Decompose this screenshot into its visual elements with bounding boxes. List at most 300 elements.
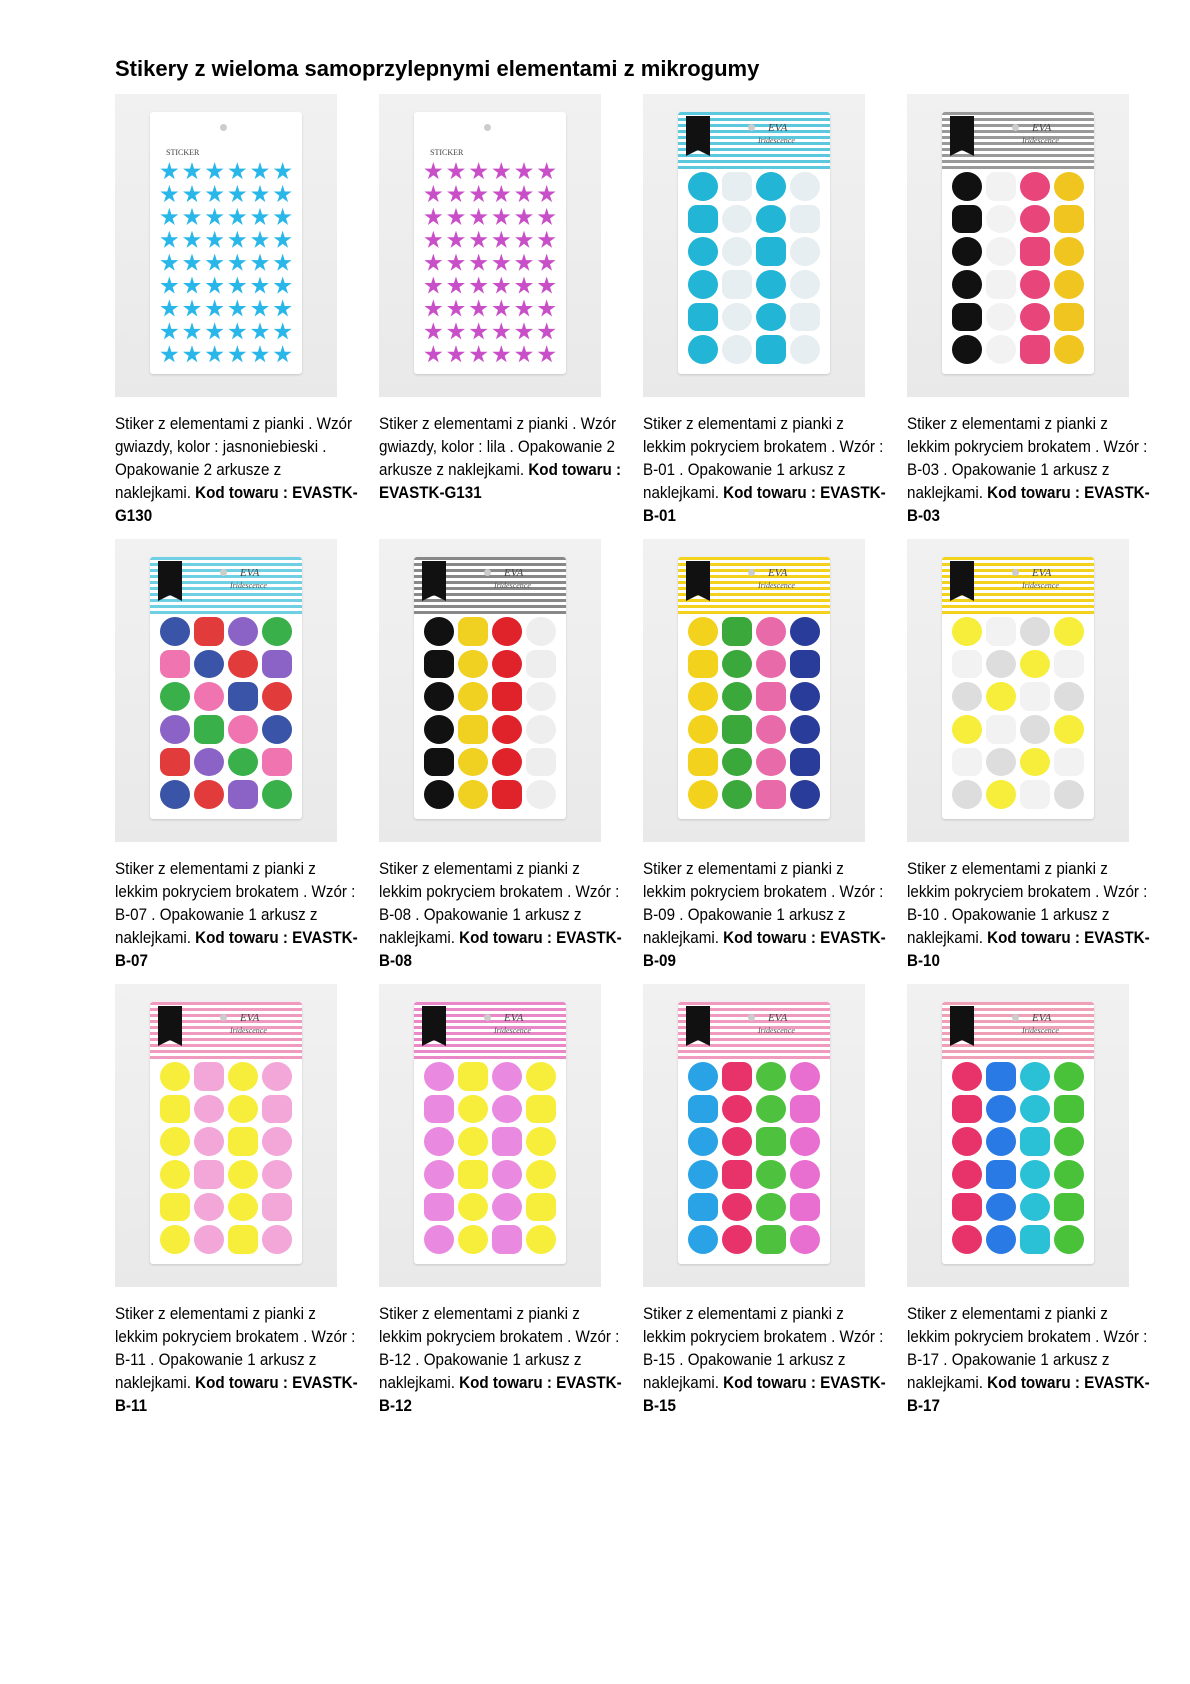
sticker-element bbox=[688, 1062, 718, 1091]
sticker-element bbox=[952, 205, 982, 234]
sticker-element bbox=[262, 650, 292, 679]
sticker-element bbox=[952, 335, 982, 364]
sticker-element bbox=[492, 231, 511, 250]
sticker-element bbox=[688, 1160, 718, 1189]
sticker-element bbox=[458, 1095, 488, 1124]
description-text: Stiker z elementami z pianki z lekkim pokryciem brokatem . Wzór : B-17 . Opakowanie 1 arkusz z naklejkami. bbox=[907, 1305, 1148, 1392]
product-description bbox=[115, 413, 359, 528]
description-text: Stiker z elementami z pianki z lekkim pokryciem brokatem . Wzór : B-01 . Opakowanie 1 arkusz z naklejkami. bbox=[643, 415, 884, 502]
description-text: Stiker z elementami z pianki . Wzór gwiazdy, kolor : lila . Opakowanie 2 arkusze z naklejkami. bbox=[379, 415, 617, 479]
sticker-element bbox=[424, 780, 454, 809]
sticker-element bbox=[986, 237, 1016, 266]
sticker-element bbox=[722, 1193, 752, 1222]
sticker-element bbox=[688, 1095, 718, 1124]
sticker-element bbox=[756, 1062, 786, 1091]
sticker-element bbox=[273, 231, 292, 250]
sticker-element bbox=[986, 1193, 1016, 1222]
hang-hole bbox=[1012, 1014, 1019, 1021]
sticker-element bbox=[722, 650, 752, 679]
sticker-element bbox=[986, 1095, 1016, 1124]
sticker-element bbox=[986, 1127, 1016, 1156]
sticker-element bbox=[424, 1062, 454, 1091]
sticker-elements bbox=[160, 1062, 292, 1254]
sticker-element bbox=[205, 276, 224, 295]
sticker-element bbox=[722, 237, 752, 266]
sticker-element bbox=[790, 303, 820, 332]
sticker-element bbox=[1020, 172, 1050, 201]
sticker-element bbox=[1054, 780, 1084, 809]
product-code: Kod towaru : EVASTK-B-09 bbox=[643, 929, 886, 970]
sticker-element bbox=[790, 1062, 820, 1091]
sticker-element bbox=[183, 208, 202, 227]
sticker-element bbox=[458, 1225, 488, 1254]
sticker-element bbox=[790, 205, 820, 234]
sticker-element bbox=[251, 345, 270, 364]
sticker-element bbox=[515, 208, 534, 227]
sticker-element bbox=[251, 299, 270, 318]
pack-header bbox=[678, 1002, 830, 1060]
product-photo bbox=[379, 539, 601, 842]
pack-brand-label: EVA bbox=[240, 1012, 260, 1024]
sticker-element bbox=[1054, 270, 1084, 299]
sticker-element bbox=[688, 748, 718, 777]
product-photo bbox=[907, 94, 1129, 397]
sticker-element bbox=[424, 1127, 454, 1156]
sticker-element bbox=[492, 185, 511, 204]
sticker-element bbox=[952, 1095, 982, 1124]
sticker-element bbox=[469, 299, 488, 318]
sticker-pack bbox=[678, 557, 830, 819]
brand-badge-icon bbox=[950, 116, 974, 156]
sticker-element bbox=[790, 335, 820, 364]
sticker-element bbox=[952, 303, 982, 332]
pack-header bbox=[942, 112, 1094, 170]
sticker-element bbox=[251, 322, 270, 341]
brand-badge-icon bbox=[686, 1006, 710, 1046]
sticker-element bbox=[986, 1062, 1016, 1091]
sticker-element bbox=[756, 715, 786, 744]
sticker-element bbox=[194, 1127, 224, 1156]
sticker-element bbox=[194, 682, 224, 711]
hang-hole bbox=[484, 1014, 491, 1021]
sticker-element bbox=[722, 270, 752, 299]
sticker-element bbox=[228, 650, 258, 679]
brand-badge-icon bbox=[950, 561, 974, 601]
sticker-element bbox=[526, 715, 556, 744]
sticker-element bbox=[790, 1127, 820, 1156]
sticker-element bbox=[160, 162, 179, 181]
sticker-element bbox=[424, 208, 443, 227]
sticker-element bbox=[447, 254, 466, 273]
sticker-element bbox=[424, 682, 454, 711]
description-text: Stiker z elementami z pianki z lekkim pokryciem brokatem . Wzór : B-08 . Opakowanie 1 arkusz z naklejkami. bbox=[379, 860, 620, 947]
sticker-element bbox=[262, 1095, 292, 1124]
sticker-element bbox=[492, 1160, 522, 1189]
sticker-element bbox=[183, 162, 202, 181]
sticker-element bbox=[526, 1095, 556, 1124]
sticker-element bbox=[469, 345, 488, 364]
sticker-element bbox=[262, 1193, 292, 1222]
sticker-element bbox=[756, 1225, 786, 1254]
sticker-element bbox=[756, 335, 786, 364]
sticker-element bbox=[952, 270, 982, 299]
sticker-element bbox=[526, 617, 556, 646]
sticker-element bbox=[492, 1095, 522, 1124]
sticker-element bbox=[447, 276, 466, 295]
pack-brand-label: EVA bbox=[768, 122, 788, 134]
sticker-element bbox=[458, 617, 488, 646]
sticker-element bbox=[986, 335, 1016, 364]
sticker-element bbox=[194, 1160, 224, 1189]
product-code: Kod towaru : EVASTK-B-03 bbox=[907, 484, 1150, 525]
sticker-element bbox=[262, 1225, 292, 1254]
sticker-element bbox=[160, 299, 179, 318]
pack-brand-label: EVA bbox=[504, 567, 524, 579]
sticker-element bbox=[469, 231, 488, 250]
pack-sub-label: Iridescence bbox=[1022, 136, 1059, 145]
sticker-element bbox=[194, 748, 224, 777]
sticker-pack bbox=[942, 1002, 1094, 1264]
sticker-elements bbox=[952, 1062, 1084, 1254]
brand-badge-icon bbox=[158, 561, 182, 601]
sticker-element bbox=[1020, 1062, 1050, 1091]
sticker-element bbox=[722, 1127, 752, 1156]
hang-hole bbox=[484, 569, 491, 576]
sticker-element bbox=[722, 1225, 752, 1254]
sticker-element bbox=[790, 1193, 820, 1222]
sticker-element bbox=[183, 299, 202, 318]
sticker-element bbox=[688, 780, 718, 809]
pack-header bbox=[678, 557, 830, 615]
sticker-element bbox=[986, 303, 1016, 332]
sticker-element bbox=[492, 276, 511, 295]
sticker-pack bbox=[150, 1002, 302, 1264]
sticker-element bbox=[526, 1160, 556, 1189]
pack-brand-label: EVA bbox=[1032, 1012, 1052, 1024]
sticker-element bbox=[251, 231, 270, 250]
sticker-element bbox=[1020, 650, 1050, 679]
sticker-element bbox=[688, 172, 718, 201]
sticker-element bbox=[160, 1095, 190, 1124]
sticker-element bbox=[447, 231, 466, 250]
description-text: Stiker z elementami z pianki z lekkim pokryciem brokatem . Wzór : B-09 . Opakowanie 1 arkusz z naklejkami. bbox=[643, 860, 884, 947]
sticker-element bbox=[228, 185, 247, 204]
product-card bbox=[379, 94, 623, 505]
hang-hole bbox=[220, 569, 227, 576]
product-code: Kod towaru : EVASTK-B-15 bbox=[643, 1374, 886, 1415]
brand-badge-icon bbox=[158, 1006, 182, 1046]
sticker-element bbox=[262, 1127, 292, 1156]
description-text: Stiker z elementami z pianki . Wzór gwiazdy, kolor : jasnoniebieski . Opakowanie 2 arkusze z naklejkami. bbox=[115, 415, 353, 502]
product-description bbox=[907, 858, 1151, 973]
sticker-element bbox=[205, 162, 224, 181]
sticker-element bbox=[790, 780, 820, 809]
sticker-element bbox=[469, 254, 488, 273]
sticker-element bbox=[447, 162, 466, 181]
sticker-element bbox=[1054, 1225, 1084, 1254]
sticker-element bbox=[952, 1127, 982, 1156]
sticker-element bbox=[790, 172, 820, 201]
sticker-element bbox=[205, 208, 224, 227]
sticker-element bbox=[183, 276, 202, 295]
sticker-elements bbox=[160, 617, 292, 809]
sticker-element bbox=[194, 715, 224, 744]
hang-hole bbox=[1012, 124, 1019, 131]
product-description bbox=[115, 1303, 359, 1418]
sticker-element bbox=[194, 617, 224, 646]
sticker-element bbox=[756, 1127, 786, 1156]
sticker-element bbox=[688, 1193, 718, 1222]
sticker-element bbox=[722, 715, 752, 744]
sticker-element bbox=[458, 1127, 488, 1156]
sticker-element bbox=[1054, 1160, 1084, 1189]
sticker-element bbox=[756, 270, 786, 299]
sticker-element bbox=[986, 682, 1016, 711]
sticker-element bbox=[262, 715, 292, 744]
sticker-element bbox=[688, 270, 718, 299]
sticker-element bbox=[160, 682, 190, 711]
sticker-element bbox=[160, 254, 179, 273]
sticker-element bbox=[194, 650, 224, 679]
sticker-element bbox=[273, 254, 292, 273]
sticker-element bbox=[160, 185, 179, 204]
sticker-element bbox=[756, 1193, 786, 1222]
sticker-element bbox=[1020, 237, 1050, 266]
sticker-elements bbox=[160, 162, 292, 364]
sticker-element bbox=[228, 682, 258, 711]
sticker-element bbox=[424, 1160, 454, 1189]
sticker-element bbox=[424, 231, 443, 250]
description-text: Stiker z elementami z pianki z lekkim pokryciem brokatem . Wzór : B-15 . Opakowanie 1 arkusz z naklejkami. bbox=[643, 1305, 884, 1392]
sticker-element bbox=[492, 345, 511, 364]
sticker-element bbox=[160, 322, 179, 341]
hang-hole bbox=[220, 1014, 227, 1021]
sticker-element bbox=[952, 1062, 982, 1091]
sticker-element bbox=[526, 1193, 556, 1222]
product-code: Kod towaru : EVASTK-B-12 bbox=[379, 1374, 622, 1415]
sticker-element bbox=[537, 322, 556, 341]
sticker-element bbox=[1020, 303, 1050, 332]
product-code: Kod towaru : EVASTK-G131 bbox=[379, 461, 622, 502]
sticker-element bbox=[688, 715, 718, 744]
sticker-elements bbox=[688, 1062, 820, 1254]
sticker-element bbox=[492, 1225, 522, 1254]
product-card bbox=[115, 539, 359, 973]
sticker-element bbox=[469, 162, 488, 181]
sticker-element bbox=[228, 1127, 258, 1156]
sticker-element bbox=[273, 208, 292, 227]
sticker-element bbox=[688, 682, 718, 711]
sticker-element bbox=[205, 231, 224, 250]
sticker-element bbox=[205, 322, 224, 341]
sticker-element bbox=[515, 185, 534, 204]
product-card bbox=[907, 539, 1151, 973]
pack-brand-label: EVA bbox=[1032, 122, 1052, 134]
sticker-element bbox=[228, 1062, 258, 1091]
description-text: Stiker z elementami z pianki z lekkim pokryciem brokatem . Wzór : B-11 . Opakowanie 1 arkusz z naklejkami. bbox=[115, 1305, 356, 1392]
sticker-element bbox=[1020, 682, 1050, 711]
pack-sub-label: Iridescence bbox=[494, 581, 531, 590]
sticker-element bbox=[1054, 303, 1084, 332]
description-text: Stiker z elementami z pianki z lekkim pokryciem brokatem . Wzór : B-07 . Opakowanie 1 arkusz z naklejkami. bbox=[115, 860, 356, 947]
product-description bbox=[379, 1303, 623, 1418]
product-card bbox=[643, 94, 887, 528]
product-card bbox=[643, 984, 887, 1418]
sticker-element bbox=[251, 162, 270, 181]
product-card bbox=[379, 984, 623, 1418]
sticker-element bbox=[515, 162, 534, 181]
sticker-pack bbox=[678, 112, 830, 374]
sticker-element bbox=[228, 299, 247, 318]
sticker-element bbox=[1020, 1160, 1050, 1189]
sticker-element bbox=[492, 322, 511, 341]
sticker-element bbox=[183, 231, 202, 250]
sticker-element bbox=[790, 237, 820, 266]
sticker-element bbox=[492, 1193, 522, 1222]
sticker-element bbox=[160, 231, 179, 250]
sticker-element bbox=[183, 345, 202, 364]
sticker-element bbox=[756, 682, 786, 711]
product-code: Kod towaru : EVASTK-B-11 bbox=[115, 1374, 358, 1415]
sticker-element bbox=[194, 1225, 224, 1254]
sticker-element bbox=[986, 1225, 1016, 1254]
sticker-element bbox=[447, 345, 466, 364]
pack-sub-label: Iridescence bbox=[230, 1026, 267, 1035]
pack-sub-label: Iridescence bbox=[494, 1026, 531, 1035]
sticker-element bbox=[1020, 1095, 1050, 1124]
sticker-element bbox=[458, 1160, 488, 1189]
sticker-element bbox=[262, 1062, 292, 1091]
sticker-element bbox=[228, 276, 247, 295]
sticker-element bbox=[1020, 205, 1050, 234]
page-title: Stikery z wieloma samoprzylepnymi elementami z mikrogumy bbox=[115, 56, 760, 81]
sticker-element bbox=[194, 1095, 224, 1124]
sticker-element bbox=[986, 270, 1016, 299]
sticker-elements bbox=[952, 617, 1084, 809]
pack-header bbox=[414, 1002, 566, 1060]
sticker-element bbox=[986, 172, 1016, 201]
sticker-element bbox=[537, 345, 556, 364]
sticker-element bbox=[1020, 715, 1050, 744]
sticker-element bbox=[228, 780, 258, 809]
sticker-element bbox=[424, 345, 443, 364]
pack-brand-label: EVA bbox=[240, 567, 260, 579]
sticker-element bbox=[952, 1193, 982, 1222]
sticker-element bbox=[756, 172, 786, 201]
sticker-element bbox=[424, 299, 443, 318]
sticker-element bbox=[228, 231, 247, 250]
sticker-element bbox=[986, 617, 1016, 646]
product-description bbox=[643, 1303, 887, 1418]
sticker-element bbox=[952, 780, 982, 809]
sticker-element bbox=[492, 682, 522, 711]
sticker-element bbox=[262, 682, 292, 711]
sticker-element bbox=[756, 1160, 786, 1189]
product-photo bbox=[115, 984, 337, 1287]
pack-sub-label: Iridescence bbox=[758, 1026, 795, 1035]
sticker-element bbox=[1020, 780, 1050, 809]
sticker-element bbox=[1054, 748, 1084, 777]
sticker-element bbox=[722, 1062, 752, 1091]
brand-badge-icon bbox=[422, 561, 446, 601]
product-photo bbox=[907, 984, 1129, 1287]
sticker-elements bbox=[424, 162, 556, 364]
sticker-element bbox=[160, 1062, 190, 1091]
sticker-element bbox=[469, 276, 488, 295]
sticker-element bbox=[228, 162, 247, 181]
sticker-element bbox=[228, 1160, 258, 1189]
product-code: Kod towaru : EVASTK-B-17 bbox=[907, 1374, 1150, 1415]
sticker-element bbox=[273, 345, 292, 364]
pack-brand-label: EVA bbox=[1032, 567, 1052, 579]
sticker-element bbox=[492, 617, 522, 646]
pack-sub-label: Iridescence bbox=[758, 581, 795, 590]
sticker-element bbox=[273, 162, 292, 181]
product-code: Kod towaru : EVASTK-B-01 bbox=[643, 484, 886, 525]
sticker-element bbox=[205, 299, 224, 318]
sticker-element bbox=[688, 335, 718, 364]
sticker-element bbox=[424, 185, 443, 204]
sticker-element bbox=[424, 162, 443, 181]
pack-brand-label: EVA bbox=[768, 567, 788, 579]
sticker-element bbox=[1020, 617, 1050, 646]
sticker-element bbox=[515, 322, 534, 341]
sticker-element bbox=[722, 617, 752, 646]
sticker-element bbox=[722, 335, 752, 364]
sticker-element bbox=[469, 208, 488, 227]
brand-badge-icon bbox=[422, 1006, 446, 1046]
sticker-pack bbox=[414, 557, 566, 819]
sticker-element bbox=[722, 205, 752, 234]
sticker-element bbox=[952, 650, 982, 679]
sticker-element bbox=[492, 162, 511, 181]
sticker-element bbox=[1020, 270, 1050, 299]
hang-hole bbox=[748, 1014, 755, 1021]
product-code: Kod towaru : EVASTK-B-08 bbox=[379, 929, 622, 970]
sticker-element bbox=[526, 780, 556, 809]
sticker-element bbox=[515, 254, 534, 273]
product-photo bbox=[115, 539, 337, 842]
product-photo bbox=[379, 984, 601, 1287]
sticker-element bbox=[160, 208, 179, 227]
sticker-elements bbox=[688, 172, 820, 364]
sticker-element bbox=[986, 780, 1016, 809]
sticker-element bbox=[515, 231, 534, 250]
product-card bbox=[907, 984, 1151, 1418]
sticker-element bbox=[526, 1225, 556, 1254]
sticker-element bbox=[492, 299, 511, 318]
hang-hole bbox=[220, 124, 227, 131]
sticker-element bbox=[1020, 1225, 1050, 1254]
sticker-pack bbox=[150, 557, 302, 819]
sticker-element bbox=[952, 1160, 982, 1189]
sticker-element bbox=[526, 748, 556, 777]
sticker-element bbox=[790, 1160, 820, 1189]
sticker-element bbox=[790, 650, 820, 679]
sticker-element bbox=[251, 185, 270, 204]
pack-sub-label: Iridescence bbox=[1022, 1026, 1059, 1035]
sticker-element bbox=[1020, 1193, 1050, 1222]
sticker-element bbox=[492, 748, 522, 777]
sticker-element bbox=[515, 345, 534, 364]
sticker-element bbox=[790, 1095, 820, 1124]
sticker-element bbox=[262, 617, 292, 646]
sticker-element bbox=[1054, 682, 1084, 711]
product-code: Kod towaru : EVASTK-B-07 bbox=[115, 929, 358, 970]
sticker-element bbox=[424, 254, 443, 273]
sticker-element bbox=[228, 748, 258, 777]
sticker-element bbox=[160, 1193, 190, 1222]
